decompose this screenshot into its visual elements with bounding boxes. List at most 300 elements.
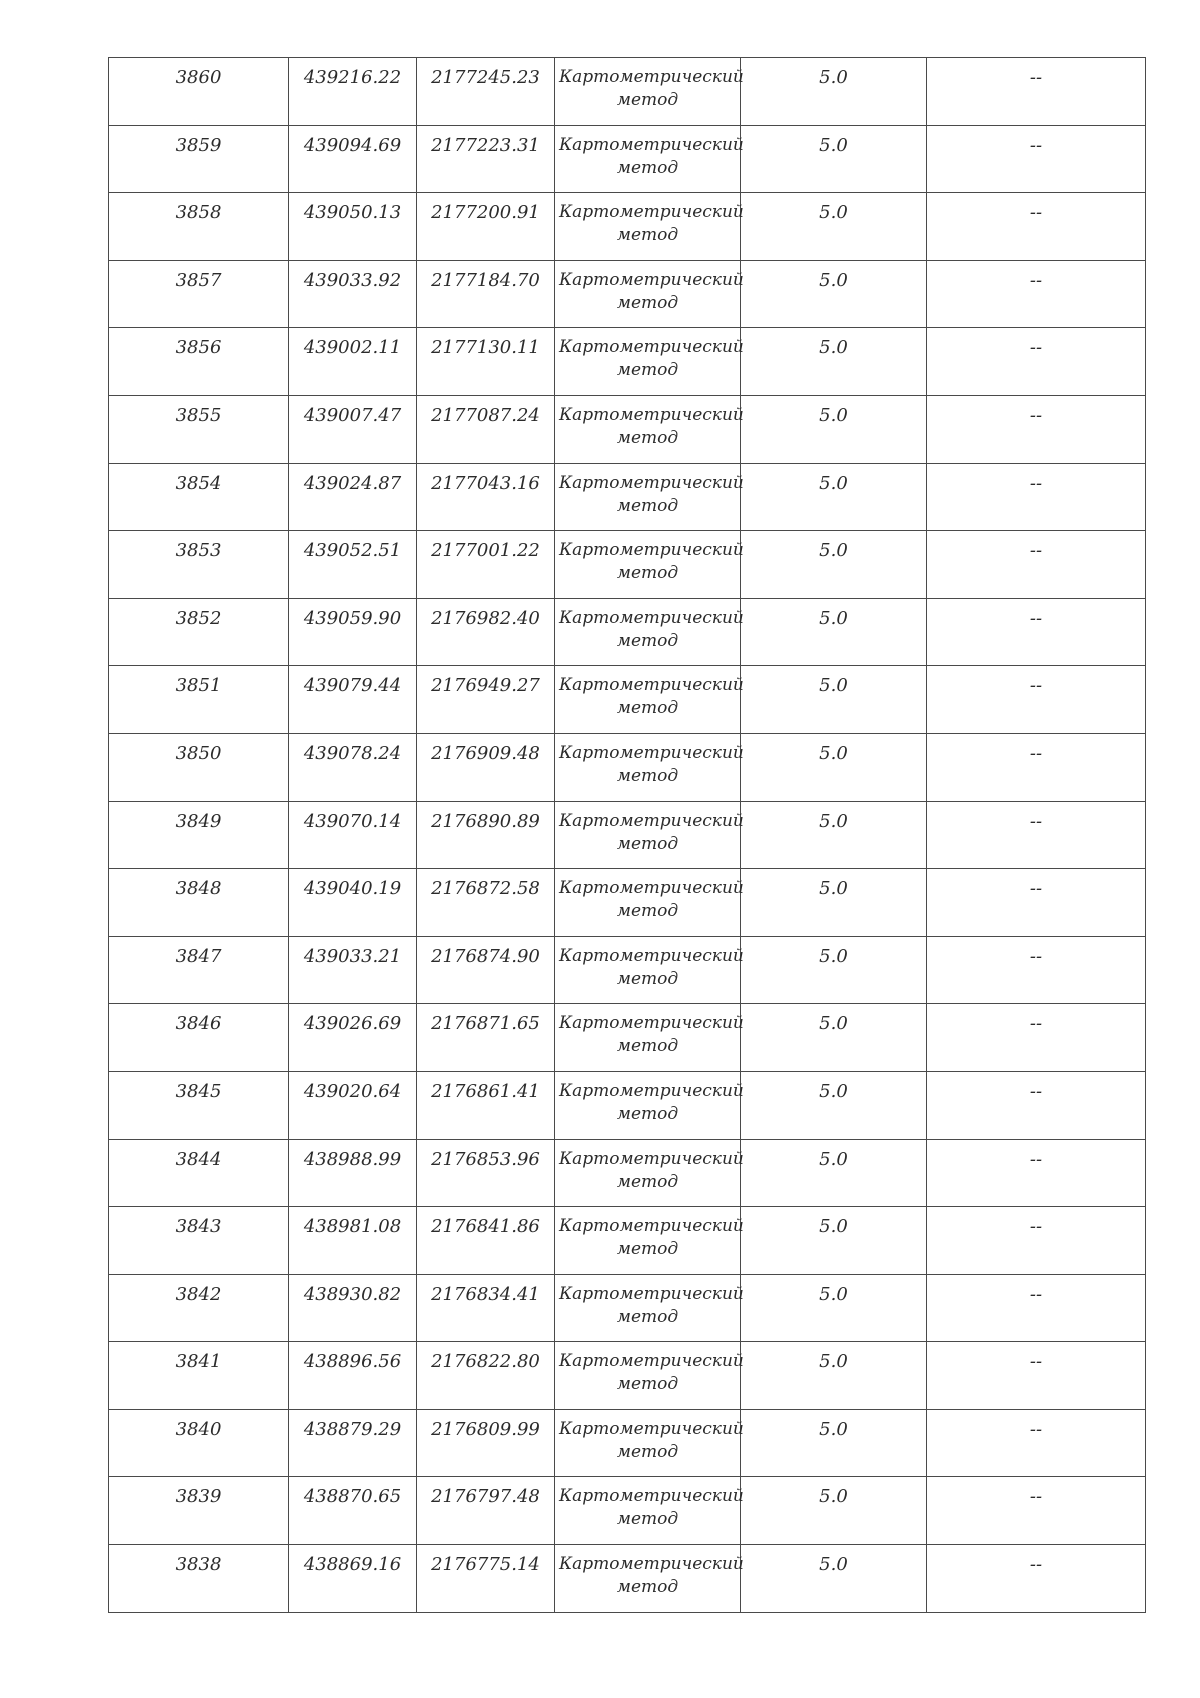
description-cell [927, 733, 1146, 801]
accuracy-cell-text: 5.0 [819, 269, 848, 291]
method-cell-text: Картометрический метод [559, 1216, 744, 1260]
x-coordinate-cell-text: 438981.08 [303, 1216, 402, 1238]
table-row [109, 598, 1146, 666]
table-row [109, 531, 1146, 599]
y-coordinate-cell [417, 1274, 555, 1342]
point-number-cell-text: 3846 [175, 1013, 222, 1035]
accuracy-cell-text: 5.0 [819, 1351, 848, 1373]
method-cell [555, 1274, 744, 1342]
accuracy-cell [741, 1409, 927, 1477]
point-number-cell [109, 1342, 289, 1410]
description-cell-text: -- [1029, 67, 1043, 88]
accuracy-cell-text: 5.0 [819, 1283, 848, 1305]
description-cell-text: -- [1029, 810, 1043, 832]
description-cell-text: -- [1029, 1418, 1043, 1440]
description-cell [927, 1477, 1146, 1545]
accuracy-cell [741, 1207, 927, 1275]
y-coordinate-cell-text: 2177087.24 [431, 404, 540, 426]
method-cell [555, 936, 744, 1004]
accuracy-cell [741, 936, 927, 1004]
x-coordinate-cell [289, 869, 417, 937]
method-cell [555, 193, 744, 261]
accuracy-cell [741, 1139, 927, 1207]
x-coordinate-cell-text: 438896.56 [303, 1351, 402, 1373]
description-cell-text: -- [1029, 1554, 1043, 1576]
point-number-cell-text: 3856 [175, 337, 222, 359]
method-cell [555, 666, 744, 734]
method-cell-text: Картометрический метод [559, 67, 744, 110]
point-number-cell-text: 3849 [175, 810, 222, 832]
table-row [109, 1207, 1146, 1275]
y-coordinate-cell [417, 328, 555, 396]
accuracy-cell-text: 5.0 [819, 1216, 848, 1238]
x-coordinate-cell [289, 1004, 417, 1072]
x-coordinate-cell-text: 439026.69 [303, 1013, 402, 1035]
x-coordinate-cell-text: 439002.11 [303, 337, 402, 359]
point-number-cell [109, 598, 289, 666]
point-number-cell-text: 3855 [175, 404, 222, 426]
accuracy-cell [741, 666, 927, 734]
x-coordinate-cell [289, 1545, 417, 1613]
description-cell [927, 260, 1146, 328]
point-number-cell-text: 3843 [175, 1216, 222, 1238]
x-coordinate-cell-text: 439040.19 [303, 878, 402, 900]
method-cell [555, 125, 744, 193]
y-coordinate-cell [417, 193, 555, 261]
description-cell [927, 1071, 1146, 1139]
description-cell-text: -- [1029, 742, 1043, 764]
accuracy-cell-text: 5.0 [819, 1554, 848, 1576]
point-number-cell [109, 801, 289, 869]
point-number-cell [109, 58, 289, 126]
y-coordinate-cell [417, 1207, 555, 1275]
accuracy-cell [741, 1342, 927, 1410]
method-cell-text: Картометрический метод [559, 472, 744, 516]
y-coordinate-cell-text: 2176909.48 [431, 742, 540, 764]
method-cell-text: Картометрический метод [559, 540, 744, 584]
method-cell-text: Картометрический метод [559, 134, 744, 178]
point-number-cell [109, 666, 289, 734]
y-coordinate-cell-text: 2176853.96 [431, 1148, 540, 1170]
x-coordinate-cell [289, 801, 417, 869]
x-coordinate-cell [289, 328, 417, 396]
y-coordinate-cell-text: 2176775.14 [431, 1554, 540, 1576]
table-row [109, 125, 1146, 193]
description-cell-text: -- [1029, 945, 1043, 967]
accuracy-cell-text: 5.0 [819, 1486, 848, 1508]
method-cell-text: Картометрический метод [559, 675, 744, 719]
description-cell [927, 666, 1146, 734]
point-number-cell [109, 531, 289, 599]
table-row [109, 666, 1146, 734]
y-coordinate-cell [417, 1409, 555, 1477]
table-row [109, 463, 1146, 531]
y-coordinate-cell-text: 2176874.90 [431, 945, 540, 967]
accuracy-cell-text: 5.0 [819, 1080, 848, 1102]
point-number-cell [109, 463, 289, 531]
accuracy-cell [741, 395, 927, 463]
description-cell [927, 463, 1146, 531]
accuracy-cell [741, 328, 927, 396]
y-coordinate-cell-text: 2176841.86 [431, 1216, 540, 1238]
description-cell [927, 193, 1146, 261]
y-coordinate-cell-text: 2177223.31 [431, 134, 540, 156]
method-cell [555, 1409, 744, 1477]
description-cell-text: -- [1029, 1216, 1043, 1238]
table-row [109, 1071, 1146, 1139]
y-coordinate-cell-text: 2176872.58 [431, 878, 540, 900]
x-coordinate-cell-text: 438988.99 [303, 1148, 402, 1170]
description-cell-text: -- [1029, 472, 1043, 494]
accuracy-cell [741, 869, 927, 937]
accuracy-cell [741, 531, 927, 599]
method-cell-text: Картометрический метод [559, 337, 744, 381]
x-coordinate-cell-text: 438870.65 [303, 1486, 402, 1508]
method-cell [555, 733, 744, 801]
table-row [109, 1342, 1146, 1410]
point-number-cell [109, 395, 289, 463]
table-row [109, 936, 1146, 1004]
description-cell-text: -- [1029, 1013, 1043, 1035]
y-coordinate-cell-text: 2177245.23 [431, 67, 540, 88]
x-coordinate-cell-text: 439020.64 [303, 1080, 402, 1102]
description-cell [927, 598, 1146, 666]
x-coordinate-cell-text: 439024.87 [303, 472, 402, 494]
point-number-cell-text: 3838 [175, 1554, 222, 1576]
x-coordinate-cell-text: 438930.82 [303, 1283, 402, 1305]
point-number-cell-text: 3851 [175, 675, 222, 697]
x-coordinate-cell [289, 1071, 417, 1139]
y-coordinate-cell-text: 2176890.89 [431, 810, 540, 832]
table-row [109, 1477, 1146, 1545]
x-coordinate-cell [289, 463, 417, 531]
y-coordinate-cell [417, 598, 555, 666]
point-number-cell [109, 1139, 289, 1207]
description-cell [927, 328, 1146, 396]
accuracy-cell-text: 5.0 [819, 472, 848, 494]
description-cell [927, 125, 1146, 193]
table-row [109, 869, 1146, 937]
point-number-cell-text: 3853 [175, 540, 222, 562]
method-cell [555, 531, 744, 599]
description-cell-text: -- [1029, 675, 1043, 697]
x-coordinate-cell [289, 125, 417, 193]
method-cell [555, 463, 744, 531]
y-coordinate-cell [417, 1545, 555, 1613]
method-cell-text: Картометрический метод [559, 404, 744, 448]
point-number-cell-text: 3847 [175, 945, 222, 967]
method-cell-text: Картометрический метод [559, 1418, 744, 1462]
x-coordinate-cell-text: 439059.90 [303, 607, 402, 629]
y-coordinate-cell-text: 2177200.91 [431, 202, 540, 224]
accuracy-cell [741, 733, 927, 801]
x-coordinate-cell [289, 193, 417, 261]
method-cell-text: Картометрический метод [559, 945, 744, 989]
y-coordinate-cell-text: 2177001.22 [431, 540, 540, 562]
y-coordinate-cell-text: 2177043.16 [431, 472, 540, 494]
point-number-cell [109, 260, 289, 328]
description-cell [927, 1004, 1146, 1072]
point-number-cell-text: 3844 [175, 1148, 222, 1170]
y-coordinate-cell [417, 1477, 555, 1545]
description-cell [927, 1139, 1146, 1207]
y-coordinate-cell [417, 395, 555, 463]
x-coordinate-cell [289, 1409, 417, 1477]
method-cell [555, 1071, 744, 1139]
method-cell [555, 1477, 744, 1545]
y-coordinate-cell-text: 2176982.40 [431, 607, 540, 629]
accuracy-cell-text: 5.0 [819, 675, 848, 697]
y-coordinate-cell [417, 1004, 555, 1072]
accuracy-cell-text: 5.0 [819, 742, 848, 764]
description-cell [927, 1409, 1146, 1477]
method-cell [555, 260, 744, 328]
accuracy-cell-text: 5.0 [819, 945, 848, 967]
x-coordinate-cell [289, 260, 417, 328]
method-cell-text: Картометрический метод [559, 607, 744, 651]
accuracy-cell-text: 5.0 [819, 134, 848, 156]
description-cell [927, 58, 1146, 126]
method-cell-text: Картометрический метод [559, 1080, 744, 1124]
description-cell-text: -- [1029, 202, 1043, 224]
description-cell-text: -- [1029, 878, 1043, 900]
method-cell-text: Картометрический метод [559, 1148, 744, 1192]
point-number-cell [109, 1071, 289, 1139]
y-coordinate-cell [417, 936, 555, 1004]
method-cell-text: Картометрический метод [559, 878, 744, 922]
accuracy-cell-text: 5.0 [819, 878, 848, 900]
accuracy-cell-text: 5.0 [819, 202, 848, 224]
method-cell [555, 1207, 744, 1275]
point-number-cell-text: 3839 [175, 1486, 222, 1508]
accuracy-cell-text: 5.0 [819, 404, 848, 426]
y-coordinate-cell [417, 260, 555, 328]
accuracy-cell [741, 1274, 927, 1342]
description-cell-text: -- [1029, 269, 1043, 291]
y-coordinate-cell [417, 531, 555, 599]
x-coordinate-cell [289, 666, 417, 734]
table-row [109, 58, 1146, 126]
accuracy-cell [741, 125, 927, 193]
y-coordinate-cell-text: 2176871.65 [431, 1013, 540, 1035]
description-cell [927, 1342, 1146, 1410]
method-cell [555, 1139, 744, 1207]
point-number-cell [109, 1409, 289, 1477]
coordinates-table-body [109, 58, 1146, 1613]
x-coordinate-cell [289, 1342, 417, 1410]
point-number-cell [109, 125, 289, 193]
method-cell [555, 869, 744, 937]
x-coordinate-cell-text: 438869.16 [303, 1554, 402, 1576]
table-row [109, 1274, 1146, 1342]
x-coordinate-cell [289, 936, 417, 1004]
point-number-cell-text: 3845 [175, 1080, 222, 1102]
description-cell-text: -- [1029, 1486, 1043, 1508]
x-coordinate-cell [289, 1139, 417, 1207]
method-cell [555, 58, 744, 126]
point-number-cell-text: 3857 [175, 269, 222, 291]
description-cell-text: -- [1029, 1283, 1043, 1305]
method-cell-text: Картометрический метод [559, 1554, 744, 1598]
description-cell [927, 1545, 1146, 1613]
accuracy-cell [741, 598, 927, 666]
point-number-cell [109, 1477, 289, 1545]
point-number-cell [109, 193, 289, 261]
x-coordinate-cell-text: 439078.24 [303, 742, 402, 764]
accuracy-cell [741, 1004, 927, 1072]
point-number-cell-text: 3840 [175, 1418, 222, 1440]
accuracy-cell-text: 5.0 [819, 1013, 848, 1035]
description-cell-text: -- [1029, 540, 1043, 562]
y-coordinate-cell-text: 2176949.27 [431, 675, 540, 697]
description-cell-text: -- [1029, 607, 1043, 629]
accuracy-cell [741, 193, 927, 261]
y-coordinate-cell [417, 801, 555, 869]
method-cell [555, 1342, 744, 1410]
y-coordinate-cell [417, 1139, 555, 1207]
table-row [109, 1545, 1146, 1613]
description-cell-text: -- [1029, 134, 1043, 156]
accuracy-cell-text: 5.0 [819, 1148, 848, 1170]
x-coordinate-cell-text: 439033.92 [303, 269, 402, 291]
point-number-cell [109, 1274, 289, 1342]
y-coordinate-cell-text: 2177184.70 [431, 269, 540, 291]
accuracy-cell [741, 58, 927, 126]
x-coordinate-cell [289, 1274, 417, 1342]
x-coordinate-cell [289, 531, 417, 599]
method-cell [555, 1545, 744, 1613]
description-cell-text: -- [1029, 1148, 1043, 1170]
point-number-cell [109, 869, 289, 937]
accuracy-cell-text: 5.0 [819, 540, 848, 562]
point-number-cell [109, 1004, 289, 1072]
point-number-cell [109, 936, 289, 1004]
y-coordinate-cell-text: 2177130.11 [431, 337, 540, 359]
table-row [109, 1004, 1146, 1072]
description-cell [927, 1274, 1146, 1342]
point-number-cell-text: 3854 [175, 472, 222, 494]
accuracy-cell [741, 1071, 927, 1139]
method-cell-text: Картометрический метод [559, 1351, 744, 1395]
table-row [109, 193, 1146, 261]
table-row [109, 733, 1146, 801]
point-number-cell-text: 3858 [175, 202, 222, 224]
method-cell-text: Картометрический метод [559, 202, 744, 246]
table-row [109, 328, 1146, 396]
point-number-cell-text: 3850 [175, 742, 222, 764]
point-number-cell [109, 328, 289, 396]
accuracy-cell [741, 801, 927, 869]
point-number-cell-text: 3860 [175, 67, 222, 88]
x-coordinate-cell [289, 58, 417, 126]
y-coordinate-cell-text: 2176861.41 [431, 1080, 540, 1102]
y-coordinate-cell-text: 2176834.41 [431, 1283, 540, 1305]
x-coordinate-cell-text: 439070.14 [303, 810, 402, 832]
accuracy-cell [741, 1545, 927, 1613]
point-number-cell-text: 3848 [175, 878, 222, 900]
y-coordinate-cell [417, 733, 555, 801]
method-cell-text: Картометрический метод [559, 269, 744, 313]
accuracy-cell-text: 5.0 [819, 1418, 848, 1440]
table-row [109, 1409, 1146, 1477]
method-cell [555, 1004, 744, 1072]
y-coordinate-cell [417, 1071, 555, 1139]
accuracy-cell-text: 5.0 [819, 337, 848, 359]
method-cell-text: Картометрический метод [559, 1013, 744, 1057]
accuracy-cell [741, 1477, 927, 1545]
description-cell [927, 1207, 1146, 1275]
x-coordinate-cell-text: 439050.13 [303, 202, 402, 224]
accuracy-cell-text: 5.0 [819, 810, 848, 832]
x-coordinate-cell-text: 439079.44 [303, 675, 402, 697]
coordinates-table [108, 57, 1146, 1613]
x-coordinate-cell [289, 1207, 417, 1275]
table-row [109, 1139, 1146, 1207]
x-coordinate-cell-text: 439033.21 [303, 945, 402, 967]
x-coordinate-cell-text: 438879.29 [303, 1418, 402, 1440]
accuracy-cell [741, 463, 927, 531]
description-cell-text: -- [1029, 1080, 1043, 1102]
y-coordinate-cell [417, 869, 555, 937]
x-coordinate-cell-text: 439007.47 [303, 404, 402, 426]
point-number-cell [109, 733, 289, 801]
method-cell-text: Картометрический метод [559, 1283, 744, 1327]
y-coordinate-cell [417, 666, 555, 734]
method-cell-text: Картометрический метод [559, 742, 744, 786]
x-coordinate-cell-text: 439052.51 [303, 540, 402, 562]
description-cell [927, 936, 1146, 1004]
x-coordinate-cell [289, 395, 417, 463]
description-cell-text: -- [1029, 337, 1043, 359]
table-row [109, 395, 1146, 463]
y-coordinate-cell-text: 2176822.80 [431, 1351, 540, 1373]
method-cell-text: Картометрический метод [559, 1486, 744, 1530]
point-number-cell-text: 3841 [175, 1351, 222, 1373]
x-coordinate-cell [289, 1477, 417, 1545]
description-cell [927, 869, 1146, 937]
description-cell-text: -- [1029, 404, 1043, 426]
y-coordinate-cell-text: 2176809.99 [431, 1418, 540, 1440]
accuracy-cell-text: 5.0 [819, 67, 848, 88]
x-coordinate-cell-text: 439094.69 [303, 134, 402, 156]
method-cell [555, 395, 744, 463]
accuracy-cell-text: 5.0 [819, 607, 848, 629]
point-number-cell-text: 3842 [175, 1283, 222, 1305]
description-cell [927, 531, 1146, 599]
method-cell [555, 801, 744, 869]
x-coordinate-cell [289, 598, 417, 666]
y-coordinate-cell [417, 1342, 555, 1410]
description-cell [927, 801, 1146, 869]
x-coordinate-cell [289, 733, 417, 801]
y-coordinate-cell [417, 463, 555, 531]
x-coordinate-cell-text: 439216.22 [303, 67, 402, 88]
y-coordinate-cell-text: 2176797.48 [431, 1486, 540, 1508]
method-cell-text: Картометрический метод [559, 810, 744, 854]
description-cell-text: -- [1029, 1351, 1043, 1373]
point-number-cell-text: 3852 [175, 607, 222, 629]
point-number-cell [109, 1207, 289, 1275]
y-coordinate-cell [417, 125, 555, 193]
table-row [109, 801, 1146, 869]
description-cell [927, 395, 1146, 463]
method-cell [555, 328, 744, 396]
y-coordinate-cell [417, 58, 555, 126]
accuracy-cell [741, 260, 927, 328]
point-number-cell-text: 3859 [175, 134, 222, 156]
method-cell [555, 598, 744, 666]
point-number-cell [109, 1545, 289, 1613]
